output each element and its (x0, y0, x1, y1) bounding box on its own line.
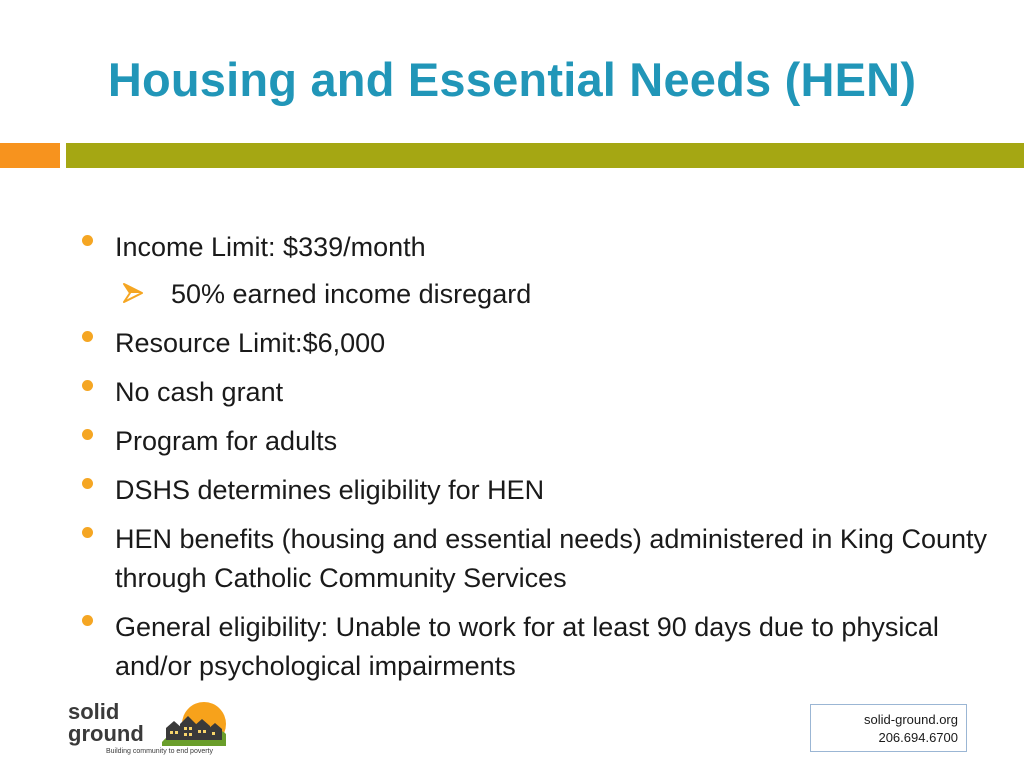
arrow-bullet-icon (120, 280, 146, 306)
bullet-item (80, 608, 990, 686)
bullet-text: General eligibility: Unable to work for at least 90 days due to physical and/or psychological impairments (115, 612, 939, 681)
bullet-dot-icon (82, 478, 93, 489)
bullet-text: No cash grant (115, 377, 284, 407)
bullet-item (80, 520, 990, 598)
bullet-item (80, 471, 990, 510)
bullet-text: Program for adults (115, 426, 338, 456)
contact-box (810, 704, 967, 752)
logo-word-ground: ground (68, 721, 144, 746)
accent-bar-green (66, 143, 1024, 168)
bullet-list (80, 228, 990, 696)
bullet-dot-icon (82, 235, 93, 246)
bullet-item (80, 422, 990, 461)
slide-title: Housing and Essential Needs (HEN) (107, 53, 917, 106)
accent-bar-orange (0, 143, 60, 168)
logo-word-solid: solid (68, 699, 120, 724)
sub-bullet-text: 50% earned income disregard (171, 279, 532, 309)
sub-bullet-item (80, 275, 990, 314)
bullet-item (80, 228, 990, 267)
bullet-item (80, 324, 990, 363)
bullet-dot-icon (82, 331, 93, 342)
bullet-text: Resource Limit:$6,000 (115, 328, 386, 358)
website-text: solid-ground.org (864, 712, 958, 727)
bullet-text: DSHS determines eligibility for HEN (115, 475, 545, 505)
logo-tagline: Building community to end poverty (106, 748, 213, 755)
bullet-item (80, 373, 990, 412)
bullet-dot-icon (82, 380, 93, 391)
phone-text: 206.694.6700 (878, 730, 958, 745)
bullet-dot-icon (82, 429, 93, 440)
bullet-text: HEN benefits (housing and essential needs) administered in King County through Catholic Community Services (115, 524, 988, 593)
bullet-dot-icon (82, 527, 93, 538)
bullet-text: Income Limit: $339/month (115, 232, 426, 262)
solid-ground-logo (66, 690, 226, 756)
bullet-dot-icon (82, 615, 93, 626)
